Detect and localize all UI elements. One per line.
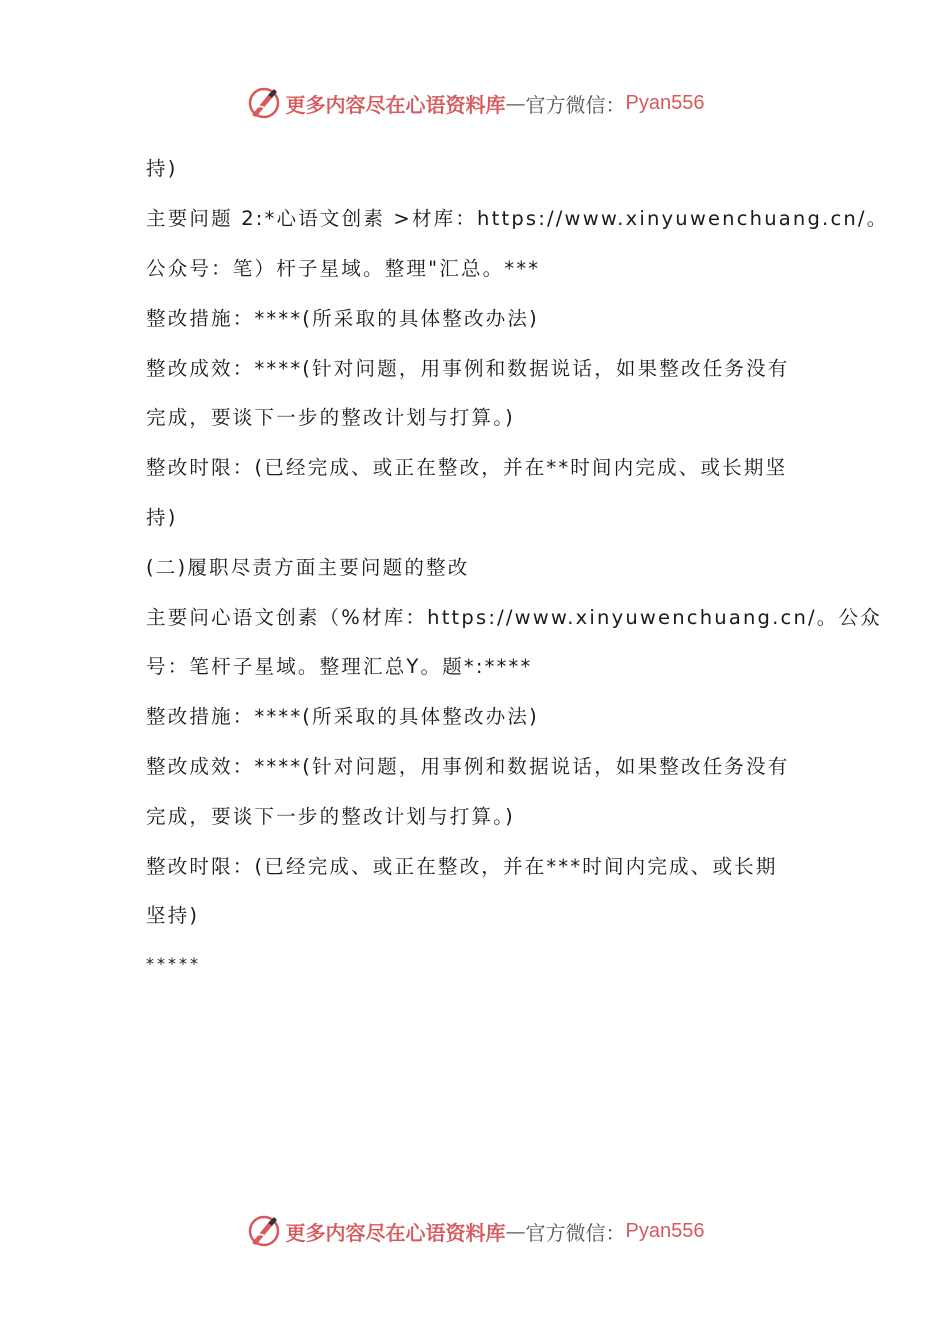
text-line: 持) — [146, 157, 178, 180]
text-line: 完成，要谈下一步的整改计划与打算。) — [146, 406, 515, 429]
text-line: 完成，要谈下一步的整改计划与打算。) — [146, 805, 515, 828]
text-line: 坚持) — [146, 904, 200, 927]
text-line: 整改时限：(已经完成、或正在整改，并在***时间内完成、或长期 — [146, 855, 778, 878]
stars-line: ***** — [146, 954, 201, 973]
text-line: 整改成效：****(针对问题，用事例和数据说话，如果整改任务没有 — [146, 357, 790, 380]
footer-wechat-id: Pyan556 — [625, 1219, 705, 1242]
footer-wechat-label: 官方微信： — [525, 1220, 626, 1245]
text-line: 整改措施：****(所采取的具体整改办法) — [146, 705, 539, 728]
footer-separator: — — [505, 1219, 526, 1243]
text-line: 公众号：笔）杆子星域。整理"汇总。*** — [146, 257, 541, 280]
header-wechat-id: Pyan556 — [625, 91, 705, 114]
text-line: 号：笔杆子星域。整理汇总Y。题*:**** — [146, 655, 533, 678]
text-line: 持) — [146, 506, 178, 529]
footer-slogan: 更多内容尽在心语资料库 — [285, 1220, 506, 1245]
text-line: 整改成效：****(针对问题，用事例和数据说话，如果整改任务没有 — [146, 755, 790, 778]
header-separator: — — [505, 91, 526, 115]
text-line: 主要问题 2:*心语文创素 >材库：https://www.xinyuwenchuang.cn/。 — [146, 207, 889, 230]
pen-logo-icon — [246, 1213, 282, 1249]
header-slogan: 更多内容尽在心语资料库 — [285, 92, 506, 117]
text-line: 整改措施：****(所采取的具体整改办法) — [146, 307, 539, 330]
text-line: 整改时限：(已经完成、或正在整改，并在**时间内完成、或长期坚 — [146, 456, 788, 479]
header-banner — [0, 83, 950, 123]
footer-banner — [0, 1211, 950, 1251]
section-heading: (二)履职尽责方面主要问题的整改 — [146, 556, 470, 579]
text-line: 主要问心语文创素（%材库：https://www.xinyuwenchuang.cn/。公众 — [146, 606, 882, 629]
pen-logo-icon — [246, 85, 282, 121]
header-wechat-label: 官方微信： — [525, 92, 626, 117]
